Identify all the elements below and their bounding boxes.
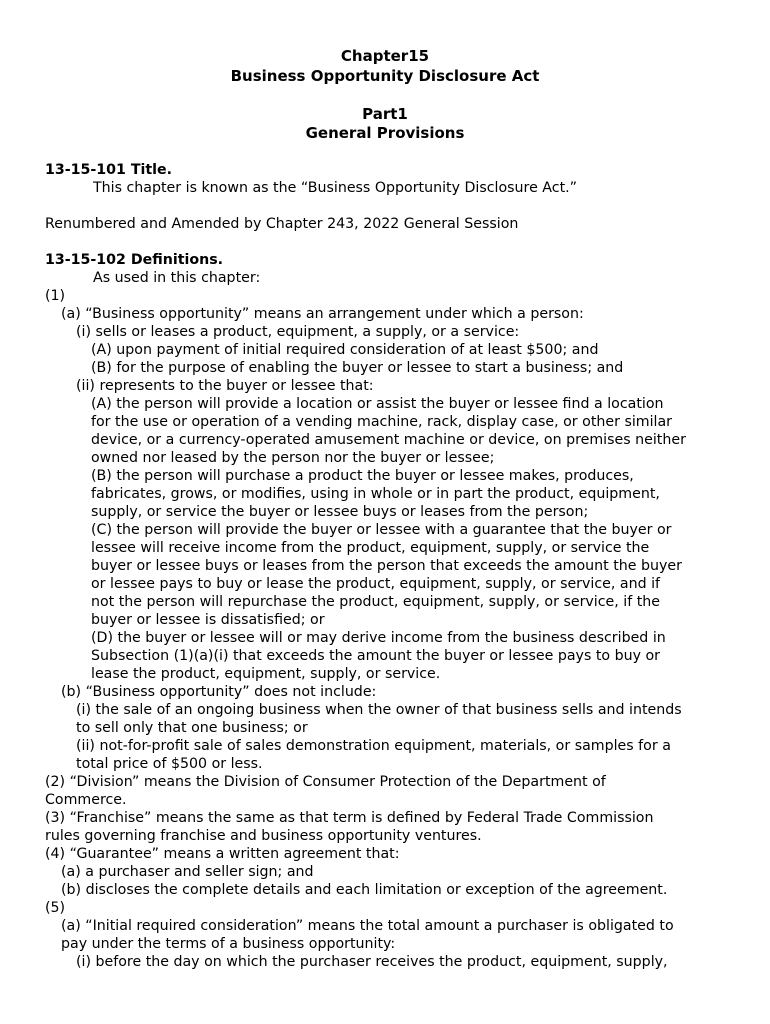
- chapter-title: Business Opportunity Disclosure Act: [230, 67, 540, 85]
- definition-line: or lessee pays to buy or lease the product, equipment, supply, or service, and if: [91, 576, 661, 592]
- definition-line: (C) the person will provide the buyer or lessee with a guarantee that the buyer or: [91, 522, 672, 538]
- definition-line: (3) “Franchise” means the same as that term is defined by Federal Trade Commission: [45, 810, 654, 826]
- part-number: Part1: [362, 105, 408, 123]
- definition-line: (B) the person will purchase a product the buyer or lessee makes, produces,: [91, 468, 634, 484]
- chapter-number: Chapter15: [340, 47, 430, 65]
- definition-line: pay under the terms of a business opportunity:: [61, 936, 396, 952]
- definition-line: (2) “Division” means the Division of Consumer Protection of the Department of: [45, 774, 606, 790]
- definition-line: (ii) represents to the buyer or lessee that:: [76, 378, 374, 394]
- definition-line: supply, or service the buyer or lessee buys or leases from the person;: [91, 504, 589, 520]
- definition-line: (a) “Initial required consideration” means the total amount a purchaser is obligated to: [61, 918, 674, 934]
- definition-line: (a) a purchaser and seller sign; and: [61, 864, 314, 880]
- section-101-heading: 13-15-101 Title.: [45, 162, 173, 178]
- definition-line: owned nor leased by the person nor the buyer or lessee;: [91, 450, 495, 466]
- definition-line: device, or a currency-operated amusement machine or device, on premises neither: [91, 432, 686, 448]
- section-102-intro: As used in this chapter:: [93, 270, 261, 286]
- definition-line: (B) for the purpose of enabling the buyer or lessee to start a business; and: [91, 360, 624, 376]
- definition-line: (4) “Guarantee” means a written agreement that:: [45, 846, 400, 862]
- definition-line: fabricates, grows, or modifies, using in whole or in part the product, equipment,: [91, 486, 660, 502]
- definition-line: to sell only that one business; or: [76, 720, 308, 736]
- section-101-history: Renumbered and Amended by Chapter 243, 2022 General Session: [45, 216, 519, 232]
- definition-line: Commerce.: [45, 792, 127, 808]
- definition-line: (5): [45, 900, 66, 916]
- definition-line: (i) the sale of an ongoing business when the owner of that business sells and intends: [76, 702, 682, 718]
- definition-line: (b) discloses the complete details and each limitation or exception of the agreement.: [61, 882, 668, 898]
- definition-line: (A) the person will provide a location or assist the buyer or lessee find a location: [91, 396, 664, 412]
- section-102-heading: 13-15-102 Definitions.: [45, 252, 224, 268]
- definition-line: (D) the buyer or lessee will or may derive income from the business described in: [91, 630, 666, 646]
- definition-line: (i) sells or leases a product, equipment, a supply, or a service:: [76, 324, 520, 340]
- definition-line: (A) upon payment of initial required consideration of at least $500; and: [91, 342, 599, 358]
- definition-line: buyer or lessee buys or leases from the person that exceeds the amount the buyer: [91, 558, 682, 574]
- definition-line: lease the product, equipment, supply, or service.: [91, 666, 441, 682]
- definition-line: rules governing franchise and business opportunity ventures.: [45, 828, 482, 844]
- definition-line: (1): [45, 288, 66, 304]
- part-title: General Provisions: [305, 124, 465, 142]
- definition-line: buyer or lessee is dissatisfied; or: [91, 612, 325, 628]
- section-101-text: This chapter is known as the “Business Opportunity Disclosure Act.”: [93, 180, 577, 196]
- definition-line: (ii) not-for-profit sale of sales demonstration equipment, materials, or samples for a: [76, 738, 671, 754]
- definition-line: Subsection (1)(a)(i) that exceeds the amount the buyer or lessee pays to buy or: [91, 648, 661, 664]
- definition-line: total price of $500 or less.: [76, 756, 263, 772]
- definition-line: (a) “Business opportunity” means an arrangement under which a person:: [61, 306, 584, 322]
- definition-line: (b) “Business opportunity” does not include:: [61, 684, 377, 700]
- definition-line: (i) before the day on which the purchaser receives the product, equipment, supply,: [76, 954, 668, 970]
- definition-line: not the person will repurchase the product, equipment, supply, or service, if the: [91, 594, 661, 610]
- definition-line: for the use or operation of a vending machine, rack, display case, or other similar: [91, 414, 673, 430]
- definition-line: lessee will receive income from the product, equipment, supply, or service the: [91, 540, 650, 556]
